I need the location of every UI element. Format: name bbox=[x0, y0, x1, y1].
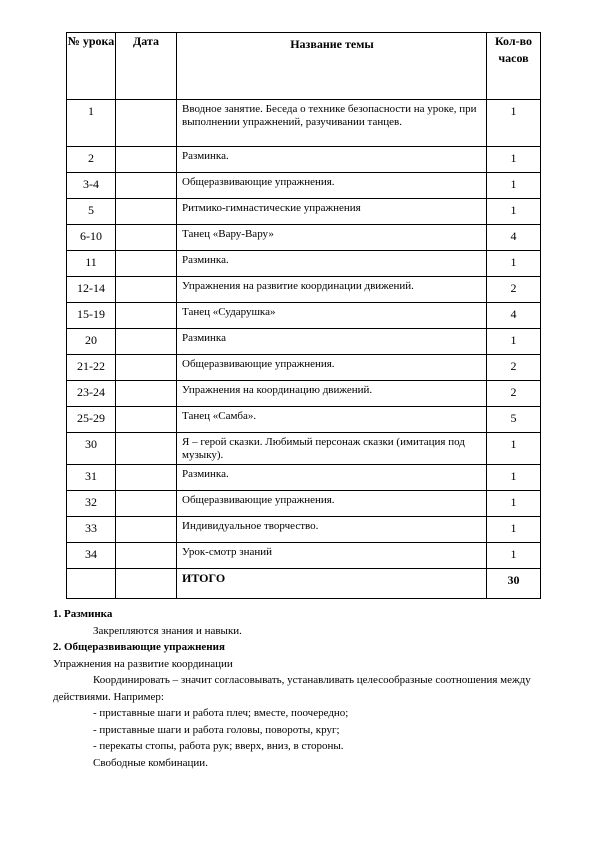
table-row bbox=[67, 491, 541, 517]
lesson-number-cell: 30 bbox=[67, 433, 116, 465]
hours-cell: 4 bbox=[487, 303, 541, 329]
lesson-number-cell: 12-14 bbox=[67, 277, 116, 303]
table-row bbox=[67, 329, 541, 355]
table-row bbox=[67, 543, 541, 569]
topic-cell: Общеразвивающие упражнения. bbox=[177, 355, 487, 381]
date-cell bbox=[116, 251, 177, 277]
total-date-cell bbox=[116, 569, 177, 599]
total-hours: 30 bbox=[487, 569, 541, 599]
table-body bbox=[67, 100, 541, 569]
lesson-number-cell: 33 bbox=[67, 517, 116, 543]
topic-cell: Разминка. bbox=[177, 465, 487, 491]
header-topic: Название темы bbox=[177, 33, 487, 100]
table-row bbox=[67, 225, 541, 251]
hours-cell: 1 bbox=[487, 199, 541, 225]
lesson-number-cell: 34 bbox=[67, 543, 116, 569]
table-row bbox=[67, 355, 541, 381]
table-row bbox=[67, 199, 541, 225]
date-cell bbox=[116, 199, 177, 225]
topic-cell: Общеразвивающие упражнения. bbox=[177, 491, 487, 517]
date-cell bbox=[116, 225, 177, 251]
lesson-number-cell: 11 bbox=[67, 251, 116, 277]
bullet-1: - приставные шаги и работа плеч; вместе, поочередно; bbox=[93, 707, 349, 719]
hours-cell: 1 bbox=[487, 329, 541, 355]
topic-cell: Танец «Самба». bbox=[177, 407, 487, 433]
topic-cell: Разминка. bbox=[177, 147, 487, 173]
table-row bbox=[67, 517, 541, 543]
bullet-2: - приставные шаги и работа головы, повороты, круг; bbox=[93, 723, 340, 736]
hours-cell: 1 bbox=[487, 465, 541, 491]
warmup-text: Закрепляются знания и навыки. bbox=[93, 624, 242, 637]
lesson-number-cell: 31 bbox=[67, 465, 116, 491]
lesson-number-cell: 3-4 bbox=[67, 173, 116, 199]
date-cell bbox=[116, 100, 177, 147]
hours-cell: 1 bbox=[487, 251, 541, 277]
table-row bbox=[67, 147, 541, 173]
date-cell bbox=[116, 433, 177, 465]
date-cell bbox=[116, 173, 177, 199]
date-cell bbox=[116, 329, 177, 355]
lesson-number-cell: 15-19 bbox=[67, 303, 116, 329]
notes-section bbox=[53, 606, 553, 771]
table-row bbox=[67, 303, 541, 329]
date-cell bbox=[116, 147, 177, 173]
topic-cell: Урок-смотр знаний bbox=[177, 543, 487, 569]
hours-cell: 4 bbox=[487, 225, 541, 251]
coordination-text: Координировать – значит согласовывать, устанавливать целесообразные соотношения между действиями. Например: bbox=[53, 674, 531, 703]
table-row bbox=[67, 173, 541, 199]
hours-cell: 1 bbox=[487, 433, 541, 465]
lesson-number-cell: 21-22 bbox=[67, 355, 116, 381]
topic-cell: Танец «Сударушка» bbox=[177, 303, 487, 329]
table-header-row bbox=[67, 33, 541, 100]
lesson-number-cell: 1 bbox=[67, 100, 116, 147]
table-row bbox=[67, 251, 541, 277]
hours-cell: 1 bbox=[487, 517, 541, 543]
hours-cell: 1 bbox=[487, 173, 541, 199]
topic-cell: Я – герой сказки. Любимый персонаж сказки (имитация под музыку). bbox=[177, 433, 487, 465]
table-row bbox=[67, 277, 541, 303]
lesson-number-cell: 25-29 bbox=[67, 407, 116, 433]
total-row bbox=[67, 569, 541, 599]
date-cell bbox=[116, 491, 177, 517]
date-cell bbox=[116, 543, 177, 569]
header-date: Дата bbox=[116, 33, 177, 100]
hours-cell: 1 bbox=[487, 147, 541, 173]
header-lesson-number: № урока bbox=[67, 33, 116, 100]
topic-cell: Разминка. bbox=[177, 251, 487, 277]
hours-cell: 5 bbox=[487, 407, 541, 433]
hours-cell: 2 bbox=[487, 355, 541, 381]
lesson-plan-table bbox=[66, 32, 541, 599]
topic-cell: Разминка bbox=[177, 329, 487, 355]
table-row bbox=[67, 100, 541, 147]
date-cell bbox=[116, 277, 177, 303]
topic-cell: Ритмико-гимнастические упражнения bbox=[177, 199, 487, 225]
lesson-number-cell: 6-10 bbox=[67, 225, 116, 251]
coordination-subheading: Упражнения на развитие координации bbox=[53, 657, 233, 670]
lesson-number-cell: 23-24 bbox=[67, 381, 116, 407]
total-label: ИТОГО bbox=[177, 569, 487, 599]
date-cell bbox=[116, 381, 177, 407]
table-row bbox=[67, 465, 541, 491]
topic-cell: Упражнения на координацию движений. bbox=[177, 381, 487, 407]
date-cell bbox=[116, 303, 177, 329]
section-heading-warmup: 1. Разминка bbox=[53, 608, 113, 620]
lesson-number-cell: 20 bbox=[67, 329, 116, 355]
topic-cell: Вводное занятие. Беседа о технике безопасности на уроке, при выполнении упражнений, разучивании танцев. bbox=[177, 100, 487, 147]
topic-cell: Общеразвивающие упражнения. bbox=[177, 173, 487, 199]
date-cell bbox=[116, 355, 177, 381]
total-num-cell bbox=[67, 569, 116, 599]
topic-cell: Танец «Вару-Вару» bbox=[177, 225, 487, 251]
section-heading-general-exercises: 2. Общеразвивающие упражнения bbox=[53, 641, 225, 653]
hours-cell: 2 bbox=[487, 381, 541, 407]
date-cell bbox=[116, 465, 177, 491]
lesson-number-cell: 5 bbox=[67, 199, 116, 225]
hours-cell: 1 bbox=[487, 491, 541, 517]
lesson-number-cell: 2 bbox=[67, 147, 116, 173]
table-row bbox=[67, 433, 541, 465]
bullet-3: - перекаты стопы, работа рук; вверх, вниз, в стороны. bbox=[93, 740, 344, 752]
hours-cell: 1 bbox=[487, 100, 541, 147]
header-hours: Кол-во часов bbox=[487, 33, 541, 100]
date-cell bbox=[116, 407, 177, 433]
date-cell bbox=[116, 517, 177, 543]
hours-cell: 1 bbox=[487, 543, 541, 569]
lesson-number-cell: 32 bbox=[67, 491, 116, 517]
topic-cell: Индивидуальное творчество. bbox=[177, 517, 487, 543]
table-row bbox=[67, 381, 541, 407]
hours-cell: 2 bbox=[487, 277, 541, 303]
free-combinations-text: Свободные комбинации. bbox=[93, 756, 208, 769]
table-row bbox=[67, 407, 541, 433]
topic-cell: Упражнения на развитие координации движений. bbox=[177, 277, 487, 303]
